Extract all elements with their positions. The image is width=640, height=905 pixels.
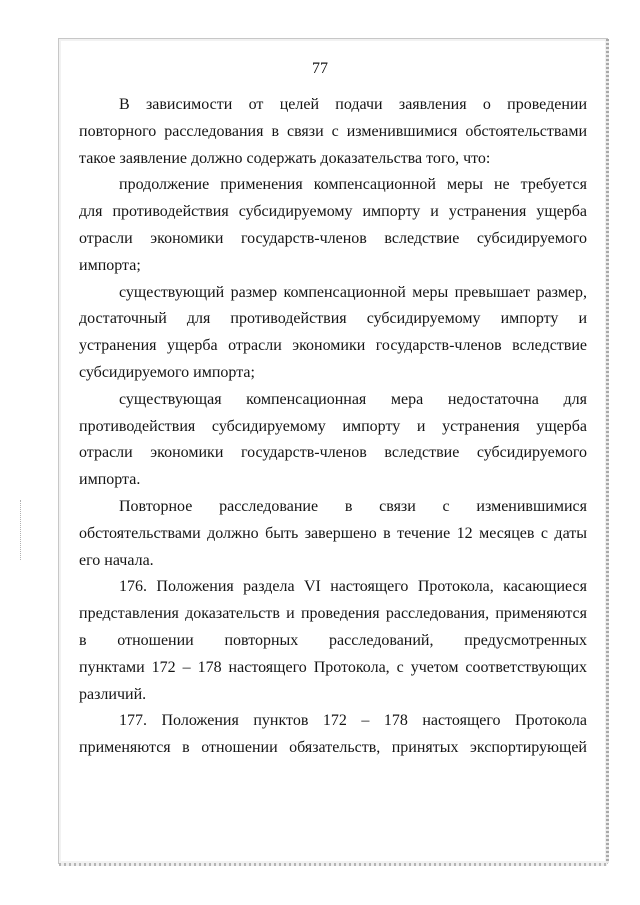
text-line: субсидируемого импорта; <box>79 363 255 381</box>
text-line: пунктами 172 – 178 настоящего Протокола, с учетом соответствующих <box>79 658 587 676</box>
text-line: В зависимости от целей подачи заявления о проведении <box>119 96 587 113</box>
text-line: импорта. <box>79 471 141 489</box>
text-line: отрасли экономики государств-членов вследствие субсидируемого <box>79 229 587 247</box>
text-line: его начала. <box>79 551 154 569</box>
text-line: представления доказательств и проведения расследования, применяются <box>79 605 587 623</box>
text-line: устранения ущерба отрасли экономики государств-членов вследствие <box>79 337 587 355</box>
text-line: противодействия субсидируемому импорту и устранения ущерба <box>79 417 587 435</box>
text-line: 177. Положения пунктов 172 – 178 настоящего Протокола <box>119 712 587 730</box>
text-line: обстоятельствами должно быть завершено в течение 12 месяцев с даты <box>79 524 587 542</box>
page-number: 77 <box>312 60 328 77</box>
text-line: применяются в отношении обязательств, принятых экспортирующей <box>79 739 587 757</box>
frame-bottom-edge <box>59 863 607 866</box>
text-line: существующая компенсационная мера недостаточна для <box>119 390 587 408</box>
text-line: для противодействия субсидируемому импорту и устранения ущерба <box>79 203 587 221</box>
document-body <box>79 92 587 762</box>
frame-right-edge <box>606 39 609 863</box>
text-line: достаточный для противодействия субсидируемому импорту и <box>79 310 587 328</box>
text-line: различий. <box>79 685 147 703</box>
text-line: такое заявление должно содержать доказательства того, что: <box>79 149 491 167</box>
text-line: 176. Положения раздела VI настоящего Протокола, касающиеся <box>119 578 587 596</box>
scan-edge-mark <box>20 500 22 560</box>
text-line: повторного расследования в связи с изменившимися обстоятельствами <box>79 122 587 140</box>
text-line: продолжение применения компенсационной меры не требуется <box>119 176 587 194</box>
text-line: Повторное расследование в связи с изменившимися <box>119 497 587 515</box>
text-line: в отношении повторных расследований, предусмотренных <box>79 631 587 649</box>
text-line: существующий размер компенсационной меры превышает размер, <box>119 283 587 301</box>
text-line: отрасли экономики государств-членов вследствие субсидируемого <box>79 444 587 462</box>
text-line: импорта; <box>79 256 141 274</box>
